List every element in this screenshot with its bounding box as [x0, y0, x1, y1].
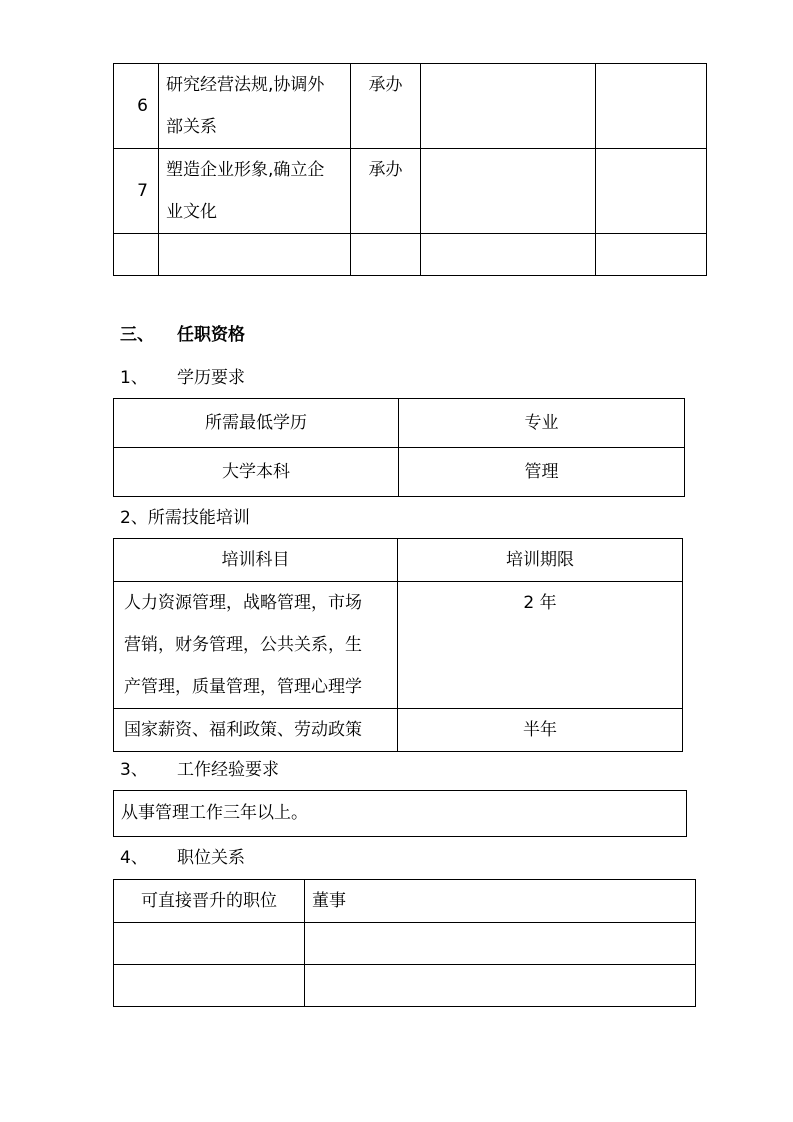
empty-cell: [421, 149, 596, 234]
empty-cell: [421, 234, 596, 276]
training-subject: 国家薪资、福利政策、劳动政策: [114, 709, 398, 752]
training-table: [113, 538, 683, 752]
major-value: 管理: [399, 448, 685, 497]
duty-role: 承办: [351, 149, 421, 234]
header-major: 专业: [399, 399, 685, 448]
duties-table: [113, 63, 707, 276]
subsection-title: 2、所需技能培训: [120, 508, 250, 528]
subsection-title: 学历要求: [177, 368, 245, 388]
table-row: [114, 965, 696, 1007]
promotion-value: 董事: [305, 880, 696, 923]
duty-number: 7: [114, 149, 159, 234]
relations-table: [113, 879, 696, 1007]
duty-description: [159, 64, 351, 149]
header-min-education: 所需最低学历: [114, 399, 399, 448]
subsection-heading: [120, 758, 279, 782]
table-row: [114, 149, 707, 234]
training-subject-line: 人力资源管理，战略管理，市场: [124, 593, 362, 613]
table-row: [114, 880, 696, 923]
empty-cell: [596, 64, 707, 149]
empty-cell: [351, 234, 421, 276]
table-header-row: [114, 539, 683, 582]
empty-cell: [114, 234, 159, 276]
table-row: [114, 64, 707, 149]
training-period: 半年: [398, 709, 683, 752]
subsection-number: 1、: [120, 368, 148, 388]
section-heading: [120, 323, 245, 347]
section-title: 任职资格: [177, 325, 245, 345]
duty-description-line: 部关系: [166, 117, 217, 137]
duty-description-line: 研究经营法规,协调外: [166, 75, 325, 95]
empty-cell: [114, 923, 305, 965]
table-row: [114, 448, 685, 497]
subsection-heading: [120, 366, 245, 390]
table-row: [114, 234, 707, 276]
subsection-heading: [120, 846, 245, 870]
table-row: [114, 923, 696, 965]
table-row: [114, 582, 683, 709]
empty-cell: [159, 234, 351, 276]
min-education-value: 大学本科: [114, 448, 399, 497]
training-subject: [114, 582, 398, 709]
duty-role: 承办: [351, 64, 421, 149]
section-number: 三、: [120, 325, 154, 345]
duty-description-line: 塑造企业形象,确立企: [166, 160, 325, 180]
subsection-heading: [120, 506, 250, 530]
empty-cell: [596, 234, 707, 276]
subsection-number: 4、: [120, 848, 148, 868]
table-row: [114, 709, 683, 752]
training-period: 2 年: [398, 582, 683, 709]
duty-description-line: 业文化: [166, 202, 217, 222]
subsection-title: 职位关系: [177, 848, 245, 868]
header-training-period: 培训期限: [398, 539, 683, 582]
subsection-number: 3、: [120, 760, 148, 780]
empty-cell: [421, 64, 596, 149]
empty-cell: [305, 923, 696, 965]
duty-number: 6: [114, 64, 159, 149]
training-subject-line: 产管理，质量管理，管理心理学: [124, 677, 362, 697]
promotion-label: 可直接晋升的职位: [114, 880, 305, 923]
duty-description: [159, 149, 351, 234]
subsection-title: 工作经验要求: [177, 760, 279, 780]
empty-cell: [596, 149, 707, 234]
table-header-row: [114, 399, 685, 448]
header-training-subject: 培训科目: [114, 539, 398, 582]
empty-cell: [305, 965, 696, 1007]
training-subject-line: 营销，财务管理，公共关系，生: [124, 635, 362, 655]
experience-requirement: 从事管理工作三年以上。: [113, 790, 687, 837]
education-table: [113, 398, 685, 497]
empty-cell: [114, 965, 305, 1007]
